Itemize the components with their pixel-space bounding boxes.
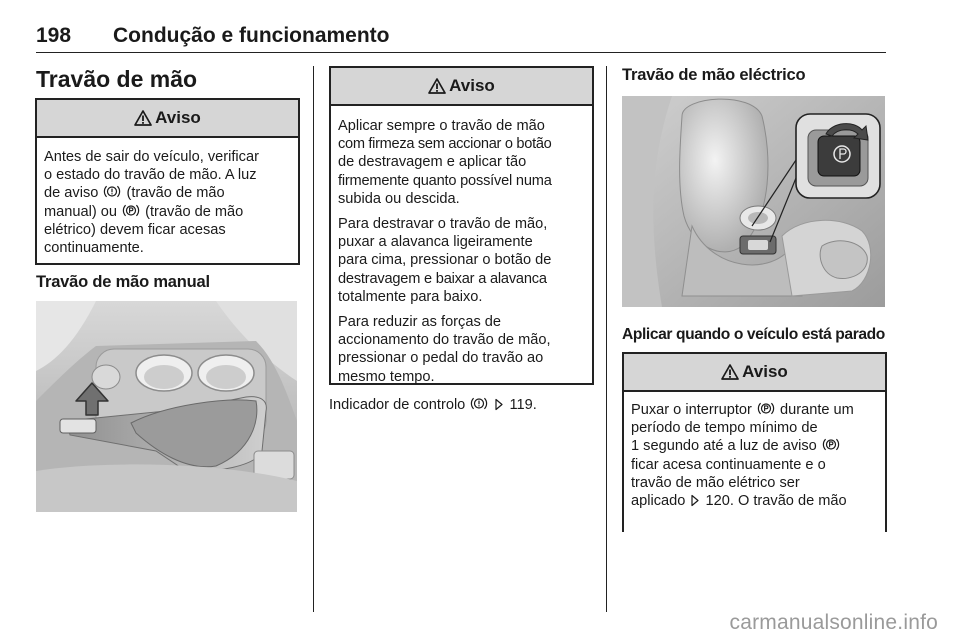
warning-box-electric-brake (622, 352, 887, 532)
warning-text (37, 138, 298, 257)
warning-title: Aviso (742, 362, 788, 381)
warning-box-parking-brake (35, 98, 300, 265)
subheading-electric-brake: Travão de mão eléctrico (622, 66, 806, 84)
page-number: 198 (36, 24, 72, 47)
warning-title: Aviso (155, 108, 201, 127)
manual-handbrake-illustration (36, 301, 297, 512)
brake-warning-symbol-icon (470, 396, 488, 411)
warning-paragraph: Aplicar sempre o travão de mão com firmeza sem accionar o botão de destravagem e aplicar tão firmemente quanto possível numa subida ou descida. (338, 118, 552, 207)
warning-line: 1 segundo até a luz de aviso (631, 437, 878, 455)
brake-warning-symbol-icon (103, 184, 121, 199)
warning-line: o estado do travão de mão. A luz (44, 167, 257, 184)
subheading-apply-stationary: Aplicar quando o veículo está parado (622, 326, 885, 343)
warning-text (624, 392, 885, 510)
warning-triangle-icon (134, 110, 152, 126)
warning-box-apply-brake (329, 66, 594, 385)
column-divider-left (313, 66, 314, 612)
indicator-reference: Indicador de controlo 119. (329, 397, 537, 413)
warning-paragraph: Para reduzir as forças de accionamento do travão de mão, pressionar o pedal do travão ao mesmo tempo. (338, 314, 551, 385)
warning-line: período de tempo mínimo de (631, 420, 818, 437)
warning-line: continuamente. (44, 240, 144, 257)
page-reference-arrow-icon (494, 398, 504, 411)
electric-parking-brake-symbol-icon (122, 203, 140, 218)
warning-line: de aviso (travão de mão (44, 185, 225, 202)
warning-line: aplicado 120. O travão de mão (631, 493, 847, 510)
section-title: Travão de mão (36, 66, 198, 92)
warning-line: travão de mão elétrico ser (631, 474, 800, 491)
warning-triangle-icon (721, 364, 739, 380)
warning-header (624, 354, 885, 392)
warning-triangle-icon (428, 78, 446, 94)
warning-header (37, 100, 298, 138)
page-reference-arrow-icon (690, 494, 700, 507)
warning-line: elétrico) devem ficar acesas (44, 221, 226, 238)
electric-parking-brake-symbol-icon (757, 401, 775, 416)
warning-line: Puxar o interruptor durante um (631, 402, 854, 418)
warning-line: Antes de sair do veículo, verificar (44, 149, 259, 165)
warning-line: manual) ou (travão de mão (44, 203, 244, 220)
warning-header (331, 68, 592, 106)
column-divider-right (606, 66, 607, 612)
subheading-manual-brake: Travão de mão manual (36, 273, 210, 291)
electric-parking-brake-illustration (622, 96, 885, 307)
watermark: carmanualsonline.info (729, 611, 938, 634)
warning-title: Aviso (449, 76, 495, 95)
page-header (36, 24, 886, 53)
warning-line: ficar acesa continuamente e o (631, 456, 826, 473)
electric-parking-brake-symbol-icon (822, 437, 840, 452)
warning-text (331, 106, 592, 386)
chapter-title: Condução e funcionamento (113, 24, 390, 47)
warning-paragraph: Para destravar o travão de mão, puxar a alavanca ligeiramente para cima, pressionar o botão de destravagem e baixar a alavanca totalmente para baixo. (338, 216, 552, 305)
